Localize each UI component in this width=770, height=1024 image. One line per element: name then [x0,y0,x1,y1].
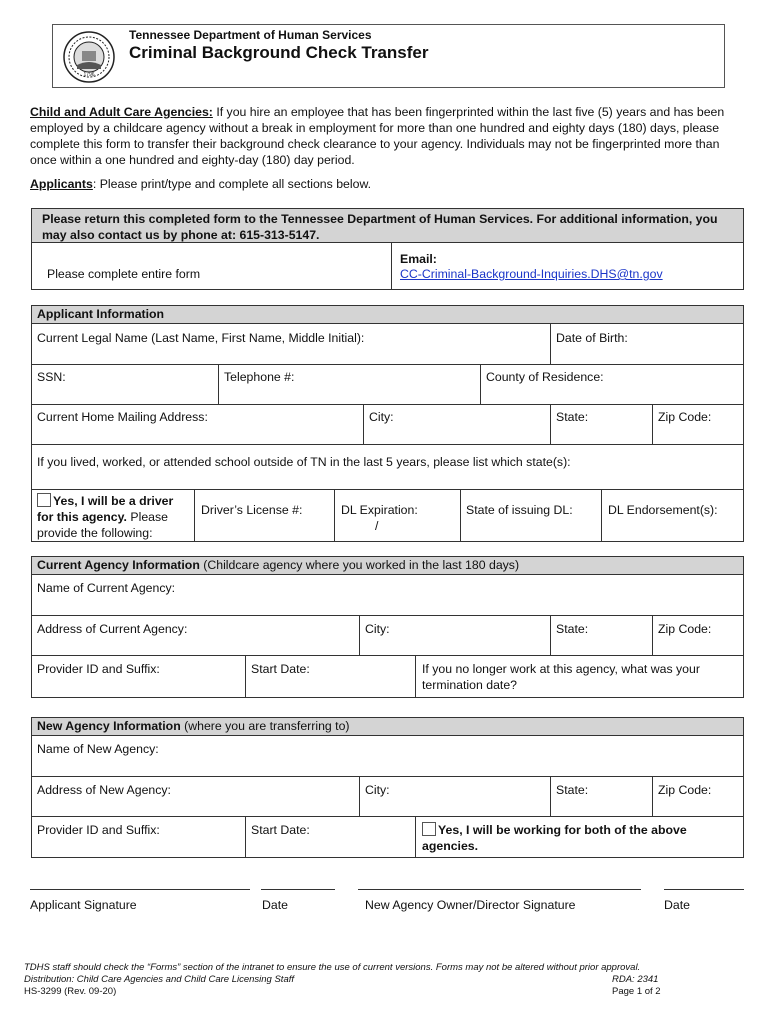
col-divider [550,404,551,444]
col-divider [601,489,602,542]
col-divider [652,615,653,655]
footer-page: Page 1 of 2 [612,986,661,997]
applicant-heading: Applicant Information [37,307,165,321]
driver-provide-label: Please provide the following: [37,510,169,540]
row-divider [32,489,743,490]
date-line-2[interactable] [664,889,744,890]
current-agency-state-field[interactable]: State: [556,622,589,636]
owner-signature-label: New Agency Owner/Director Signature [365,898,576,912]
new-agency-address-field[interactable]: Address of New Agency: [37,783,171,797]
dl-expiration-field[interactable]: DL Expiration: [341,503,418,517]
current-agency-section [31,556,744,698]
col-divider [359,615,360,655]
legal-name-field[interactable]: Current Legal Name (Last Name, First Name, Middle Initial): [37,331,365,345]
col-divider [245,655,246,698]
driver-option [37,493,192,541]
col-divider [218,364,219,404]
row-divider [32,404,743,405]
col-divider [652,776,653,816]
zip-field[interactable]: Zip Code: [658,410,712,424]
return-heading: Please return this completed form to the Tennessee Department of Human Services. For additional information, you may also contact us by phone at: 615-313-5147. [32,209,743,243]
applicant-signature-label: Applicant Signature [30,898,137,912]
form-header [52,24,725,88]
new-agency-name-field[interactable]: Name of New Agency: [37,742,159,756]
section-heading [32,557,743,575]
col-divider [550,776,551,816]
current-start-date-field[interactable]: Start Date: [251,662,310,676]
complete-form-instruction: Please complete entire form [47,267,201,281]
col-divider [480,364,481,404]
new-agency-state-field[interactable]: State: [556,783,589,797]
date-label-1: Date [262,898,288,912]
date-line-1[interactable] [261,889,335,890]
termination-date-field[interactable]: If you no longer work at this agency, what was your termination date? [422,662,700,692]
new-agency-zip-field[interactable]: Zip Code: [658,783,712,797]
col-divider [194,489,195,542]
intro-body: If you hire an employee that has been fingerprinted within the last five (5) years and has been employed by a childcare agency without a break in employment for more than one hundred and eighty days (180) days, please complete this form to transfer their background check clearance to your agency. Individuals may not be fingerprinted more than once within a one hundred and eighty-day (180) day period. [30,105,725,167]
intro-lead: Child and Adult Care Agencies: [30,105,213,119]
row-divider [32,444,743,445]
return-instructions-box [31,208,744,290]
section-heading [32,718,743,736]
home-address-field[interactable]: Current Home Mailing Address: [37,410,208,424]
email-link[interactable]: CC-Criminal-Background-Inquiries.DHS@tn.gov [400,267,663,281]
outside-states-field[interactable]: If you lived, worked, or attended school outside of TN in the last 5 years, please list which state(s): [37,455,571,469]
driver-yes-label: Yes, I will be a driver for this agency. [37,494,174,524]
divider [391,243,392,290]
applicants-lead: Applicants [30,177,93,191]
dl-state-field[interactable]: State of issuing DL: [466,503,573,517]
new-start-date-field[interactable]: Start Date: [251,823,310,837]
owner-signature-line[interactable] [358,889,641,890]
col-divider [359,776,360,816]
applicants-instruction [30,177,371,191]
intro-paragraph [30,104,730,168]
both-agencies-checkbox[interactable] [422,822,436,836]
col-divider [363,404,364,444]
col-divider [460,489,461,542]
tennessee-seal-icon [63,31,115,83]
dl-endorsement-field[interactable]: DL Endorsement(s): [608,503,718,517]
form-title: Criminal Background Check Transfer [129,43,429,62]
col-divider [245,816,246,858]
col-divider [652,404,653,444]
new-agency-city-field[interactable]: City: [365,783,390,797]
svg-text:1796: 1796 [83,72,95,78]
col-divider [550,324,551,364]
telephone-field[interactable]: Telephone #: [224,370,295,384]
both-agencies-option [422,822,740,854]
footer-note: TDHS staff should check the “Forms” section of the intranet to ensure the use of current versions. Forms may not be altered without prior approval. [24,962,641,973]
current-agency-heading: Current Agency Information [37,558,200,572]
col-divider [415,816,416,858]
section-heading [32,306,743,324]
driver-checkbox[interactable] [37,493,51,507]
email-label: Email: [400,252,437,266]
current-agency-city-field[interactable]: City: [365,622,390,636]
current-agency-note: (Childcare agency where you worked in the last 180 days) [199,558,520,572]
county-field[interactable]: County of Residence: [486,370,604,384]
current-agency-zip-field[interactable]: Zip Code: [658,622,712,636]
current-agency-address-field[interactable]: Address of Current Agency: [37,622,188,636]
row-divider [32,655,743,656]
date-label-2: Date [664,898,690,912]
drivers-license-field[interactable]: Driver’s License #: [201,503,303,517]
city-field[interactable]: City: [369,410,394,424]
dl-expiration-slash: / [375,519,379,533]
col-divider [415,655,416,698]
row-divider [32,364,743,365]
new-agency-note: (where you are transferring to) [180,719,350,733]
row-divider [32,816,743,817]
dob-field[interactable]: Date of Birth: [556,331,628,345]
footer-form-number: HS-3299 (Rev. 09-20) [24,986,117,997]
new-provider-id-field[interactable]: Provider ID and Suffix: [37,823,160,837]
state-field[interactable]: State: [556,410,589,424]
department-name: Tennessee Department of Human Services [129,28,372,42]
applicants-body: : Please print/type and complete all sections below. [92,177,372,191]
current-agency-name-field[interactable]: Name of Current Agency: [37,581,176,595]
both-agencies-label: Yes, I will be working for both of the above agencies. [422,823,687,853]
applicant-information-section [31,305,744,542]
col-divider [550,615,551,655]
ssn-field[interactable]: SSN: [37,370,66,384]
applicant-signature-line[interactable] [30,889,250,890]
new-agency-heading: New Agency Information [37,719,181,733]
footer-rda: RDA: 2341 [612,974,659,985]
row-divider [32,776,743,777]
col-divider [334,489,335,542]
current-provider-id-field[interactable]: Provider ID and Suffix: [37,662,160,676]
row-divider [32,615,743,616]
footer-distribution: Distribution: Child Care Agencies and Child Care Licensing Staff [24,974,295,985]
new-agency-section [31,717,744,858]
